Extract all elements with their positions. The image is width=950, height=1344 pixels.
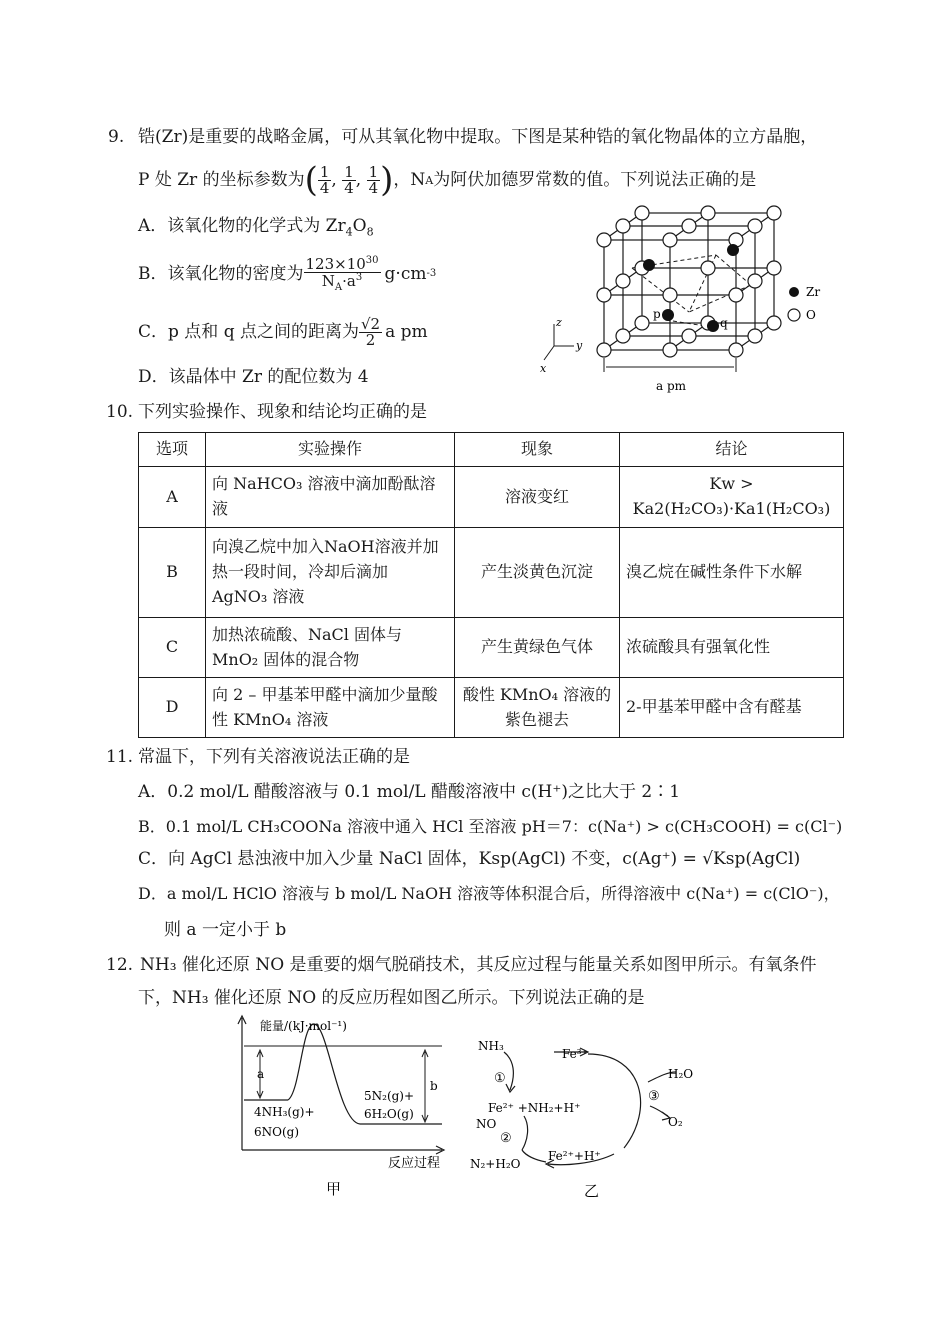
q11-option-b: B．0.1 mol/L CH₃COONa 溶液中通入 HCl 至溶液 pH＝7：c(Na⁺) > c(CH₃COOH) = c(Cl⁻): [138, 817, 843, 836]
cell-option: C: [139, 618, 206, 678]
step-1: ①: [494, 1071, 506, 1086]
q10-number: 10.: [106, 402, 134, 422]
cell-phenomenon: 产生淡黄色沉淀: [455, 528, 620, 618]
table-header-row: [139, 433, 844, 467]
q11-option-d-cont: 则 a 一定小于 b: [164, 920, 287, 940]
energy-ylabel: 能量/(kJ·mol⁻¹): [260, 1019, 347, 1033]
q11-option-c: C．向 AgCl 悬浊液中加入少量 NaCl 固体，Ksp(AgCl) 不变，c(Ag⁺) = √Ksp(AgCl): [138, 849, 801, 869]
axis-x: x: [540, 362, 547, 375]
table-row: [139, 467, 844, 528]
q9-option-d: D．该晶体中 Zr 的配位数为 4: [138, 367, 369, 387]
distance-fraction: $\frac{√2}{2}$: [360, 314, 381, 349]
table-header: 结论: [620, 433, 844, 467]
step-3: ③: [648, 1089, 660, 1104]
q12-number: 12.: [106, 955, 134, 975]
mechanism-diagram-yi: [464, 1030, 714, 1205]
q11-option-a: A．0.2 mol/L 醋酸溶液与 0.1 mol/L 醋酸溶液中 c(H⁺)之比大于 2∶1: [138, 782, 681, 802]
energy-xlabel: 反应过程: [388, 1156, 441, 1171]
cell-operation: 加热浓硫酸、NaCl 固体与 MnO₂ 固体的混合物: [206, 618, 455, 678]
axes-icon: [544, 324, 574, 360]
intermediate: Fe²⁺ +NH₂+H⁺: [488, 1101, 581, 1115]
q9-option-b: B．该氧化物的密度为 $\frac{123\times 10^{30}}{N_A\cdot a^3}$ g·cm -3: [138, 254, 437, 293]
table-row: [139, 528, 844, 618]
species-fe3: Fe³⁺: [562, 1047, 588, 1061]
q11-option-d: D．a mol/L HClO 溶液与 b mol/L NaOH 溶液等体积混合后，所得溶液中 c(Na⁺) = c(ClO⁻)，: [138, 884, 840, 903]
cell-operation: 向溴乙烷中加入NaOH溶液并加热一段时间，冷却后滴加 AgNO₃ 溶液: [206, 528, 455, 618]
caption-yi: 乙: [584, 1182, 600, 1200]
cell-conclusion: Kw > Ka2(H₂CO₃)·Ka1(H₂CO₃): [620, 467, 844, 528]
q9-number: 9.: [108, 127, 125, 147]
reactant-line1: 4NH₃(g)+: [254, 1105, 315, 1119]
legend-o-dot: [788, 309, 800, 321]
cell-phenomenon: 溶液变红: [455, 467, 620, 528]
products-n2-h2o: N₂+H₂O: [470, 1157, 521, 1171]
product-line2: 6H₂O(g): [364, 1107, 414, 1121]
table-header: 现象: [455, 433, 620, 467]
cell-operation: 向 2 – 甲基苯甲醛中滴加少量酸性 KMnO₄ 溶液: [206, 678, 455, 738]
table-header: 实验操作: [206, 433, 455, 467]
species-no: NO: [476, 1117, 497, 1131]
energy-diagram-jia: [230, 1012, 460, 1202]
q9-line2-pre: P 处 Zr 的坐标参数为: [138, 169, 305, 190]
cell-conclusion: 2-甲基苯甲醛中含有醛基: [620, 678, 844, 738]
table-row: [139, 678, 844, 738]
density-fraction: $\frac{123\times 10^{30}}{N_A\cdot a^3}$: [305, 254, 379, 293]
q9-option-a: A．该氧化物的化学式为 $Zr_4O_8$: [138, 216, 374, 239]
cell-phenomenon: 产生黄绿色气体: [455, 618, 620, 678]
species-h2o: H₂O: [668, 1067, 694, 1081]
species-fe2-h: Fe²⁺+H⁺: [548, 1149, 601, 1163]
axis-y: y: [576, 339, 583, 352]
cell-option: A: [139, 467, 206, 528]
cell-conclusion: 浓硫酸具有强氧化性: [620, 618, 844, 678]
q9-option-c: C．p 点和 q 点之间的距离为 $\frac{√2}{2}$ a pm: [138, 314, 428, 349]
label-b: b: [430, 1079, 438, 1093]
axis-z: z: [556, 316, 562, 329]
coord-x: $\frac{1}{4}$: [319, 162, 330, 197]
o-atoms: [597, 206, 781, 357]
reactant-line2: 6NO(g): [254, 1125, 300, 1139]
species-nh3: NH₃: [478, 1039, 504, 1053]
crystal-cell-figure: [536, 200, 836, 400]
caption-jia: 甲: [326, 1180, 342, 1198]
label-p: p: [653, 307, 661, 321]
coord-y: $\frac{1}{4}$: [344, 162, 354, 197]
cell-option: B: [139, 528, 206, 618]
paren-left: (: [304, 160, 318, 200]
legend-zr-dot: [789, 287, 799, 297]
cell-option: D: [139, 678, 206, 738]
edge-label: a pm: [656, 379, 687, 393]
product-line1: 5N₂(g)+: [364, 1089, 415, 1103]
arrow-b: [422, 1050, 428, 1122]
coord-z: $\frac{1}{4}$: [368, 162, 379, 197]
cell-conclusion: 溴乙烷在碱性条件下水解: [620, 528, 844, 618]
cell-phenomenon: 酸性 KMnO₄ 溶液的紫色褪去: [455, 678, 620, 738]
species-o2: O₂: [668, 1115, 683, 1129]
q10-stem: 下列实验操作、现象和结论均正确的是: [138, 402, 427, 422]
table-header: 选项: [139, 433, 206, 467]
label-a: a: [257, 1067, 265, 1081]
label-q: q: [720, 316, 728, 330]
experiment-table: [138, 432, 844, 738]
paren-right: ): [380, 160, 394, 200]
q12-line1: NH₃ 催化还原 NO 是重要的烟气脱硝技术，其反应过程与能量关系如图甲所示。有氧条件: [140, 955, 817, 975]
q9-line2: P 处 Zr 的坐标参数为 ( $\frac{1}{4}$ , $\frac{1}{4}$ , $\frac{1}{4}$ ) ，N A 为阿伏加德罗常数的值。下列说法正确的是: [138, 160, 757, 200]
q11-stem: 常温下，下列有关溶液说法正确的是: [138, 747, 410, 767]
cell-operation: 向 NaHCO₃ 溶液中滴加酚酞溶液: [206, 467, 455, 528]
table-row: [139, 618, 844, 678]
q9-line1: 锆(Zr)是重要的战略金属，可从其氧化物中提取。下图是某种锆的氧化物晶体的立方晶胞，: [138, 127, 818, 147]
legend-o: O: [806, 308, 816, 322]
q11-number: 11.: [106, 747, 134, 767]
dimension-line: [604, 358, 736, 372]
q12-line2: 下，NH₃ 催化还原 NO 的反应历程如图乙所示。下列说法正确的是: [138, 988, 645, 1008]
step-2: ②: [500, 1131, 512, 1146]
legend-zr: Zr: [806, 285, 821, 299]
